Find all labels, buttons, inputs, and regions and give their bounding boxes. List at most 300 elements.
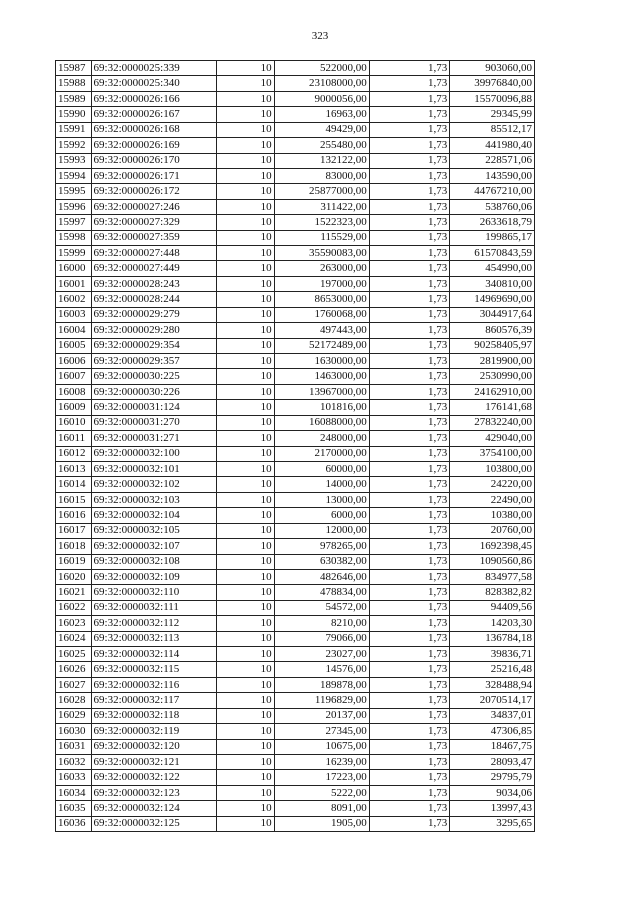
- rate-cell: 10: [217, 91, 275, 106]
- value-cell: 35590083,00: [274, 246, 369, 261]
- row-number-cell: 15991: [56, 122, 92, 137]
- table-body: [56, 61, 535, 832]
- table-row: [56, 523, 535, 538]
- total-cell: 3044917,64: [450, 307, 535, 322]
- value-cell: 497443,00: [274, 323, 369, 338]
- table-row: [56, 230, 535, 245]
- row-number-cell: 16005: [56, 338, 92, 353]
- total-cell: 94409,56: [450, 600, 535, 615]
- total-cell: 9034,06: [450, 785, 535, 800]
- table-row: [56, 708, 535, 723]
- cadastral-number-cell: 69:32:0000029:279: [91, 307, 217, 322]
- table-row: [56, 168, 535, 183]
- value-cell: 16088000,00: [274, 415, 369, 430]
- total-cell: 1692398,45: [450, 539, 535, 554]
- coefficient-cell: 1,73: [369, 708, 450, 723]
- table-row: [56, 369, 535, 384]
- value-cell: 978265,00: [274, 539, 369, 554]
- coefficient-cell: 1,73: [369, 461, 450, 476]
- coefficient-cell: 1,73: [369, 523, 450, 538]
- rate-cell: 10: [217, 569, 275, 584]
- coefficient-cell: 1,73: [369, 91, 450, 106]
- table-row: [56, 76, 535, 91]
- cadastral-number-cell: 69:32:0000032:119: [91, 724, 217, 739]
- total-cell: 328488,94: [450, 677, 535, 692]
- value-cell: 10675,00: [274, 739, 369, 754]
- row-number-cell: 16010: [56, 415, 92, 430]
- value-cell: 1522323,00: [274, 215, 369, 230]
- cadastral-number-cell: 69:32:0000025:339: [91, 61, 217, 76]
- cadastral-number-cell: 69:32:0000026:171: [91, 168, 217, 183]
- table-row: [56, 647, 535, 662]
- row-number-cell: 15990: [56, 107, 92, 122]
- value-cell: 16963,00: [274, 107, 369, 122]
- table-row: [56, 693, 535, 708]
- row-number-cell: 16011: [56, 431, 92, 446]
- row-number-cell: 16002: [56, 292, 92, 307]
- table-row: [56, 539, 535, 554]
- coefficient-cell: 1,73: [369, 647, 450, 662]
- total-cell: 538760,06: [450, 199, 535, 214]
- value-cell: 23027,00: [274, 647, 369, 662]
- row-number-cell: 16016: [56, 508, 92, 523]
- total-cell: 143590,00: [450, 168, 535, 183]
- total-cell: 61570843,59: [450, 246, 535, 261]
- coefficient-cell: 1,73: [369, 554, 450, 569]
- table-row: [56, 461, 535, 476]
- rate-cell: 10: [217, 215, 275, 230]
- value-cell: 6000,00: [274, 508, 369, 523]
- row-number-cell: 16004: [56, 323, 92, 338]
- cadastral-number-cell: 69:32:0000026:170: [91, 153, 217, 168]
- row-number-cell: 15999: [56, 246, 92, 261]
- value-cell: 132122,00: [274, 153, 369, 168]
- value-cell: 23108000,00: [274, 76, 369, 91]
- table-row: [56, 261, 535, 276]
- row-number-cell: 15989: [56, 91, 92, 106]
- coefficient-cell: 1,73: [369, 168, 450, 183]
- total-cell: 176141,68: [450, 400, 535, 415]
- row-number-cell: 16007: [56, 369, 92, 384]
- rate-cell: 10: [217, 292, 275, 307]
- cadastral-number-cell: 69:32:0000029:357: [91, 354, 217, 369]
- rate-cell: 10: [217, 122, 275, 137]
- total-cell: 340810,00: [450, 276, 535, 291]
- coefficient-cell: 1,73: [369, 199, 450, 214]
- row-number-cell: 16029: [56, 708, 92, 723]
- rate-cell: 10: [217, 246, 275, 261]
- table-row: [56, 446, 535, 461]
- table-row: [56, 138, 535, 153]
- row-number-cell: 16027: [56, 677, 92, 692]
- page-number: 323: [311, 30, 329, 42]
- table-row: [56, 384, 535, 399]
- value-cell: 189878,00: [274, 677, 369, 692]
- rate-cell: 10: [217, 677, 275, 692]
- cadastral-number-cell: 69:32:0000026:167: [91, 107, 217, 122]
- cadastral-number-cell: 69:32:0000029:280: [91, 323, 217, 338]
- row-number-cell: 15992: [56, 138, 92, 153]
- cadastral-number-cell: 69:32:0000032:124: [91, 801, 217, 816]
- cadastral-number-cell: 69:32:0000028:243: [91, 276, 217, 291]
- table-row: [56, 801, 535, 816]
- table-row: [56, 770, 535, 785]
- total-cell: 2819900,00: [450, 354, 535, 369]
- cadastral-number-cell: 69:32:0000032:123: [91, 785, 217, 800]
- coefficient-cell: 1,73: [369, 770, 450, 785]
- coefficient-cell: 1,73: [369, 369, 450, 384]
- value-cell: 27345,00: [274, 724, 369, 739]
- row-number-cell: 16025: [56, 647, 92, 662]
- table-row: [56, 323, 535, 338]
- value-cell: 630382,00: [274, 554, 369, 569]
- coefficient-cell: 1,73: [369, 138, 450, 153]
- table-row: [56, 616, 535, 631]
- table-row: [56, 754, 535, 769]
- table-row: [56, 107, 535, 122]
- rate-cell: 10: [217, 770, 275, 785]
- table-row: [56, 677, 535, 692]
- total-cell: 47306,85: [450, 724, 535, 739]
- coefficient-cell: 1,73: [369, 616, 450, 631]
- table-row: [56, 492, 535, 507]
- coefficient-cell: 1,73: [369, 785, 450, 800]
- row-number-cell: 16021: [56, 585, 92, 600]
- cadastral-number-cell: 69:32:0000032:100: [91, 446, 217, 461]
- total-cell: 429040,00: [450, 431, 535, 446]
- coefficient-cell: 1,73: [369, 184, 450, 199]
- cadastral-number-cell: 69:32:0000025:340: [91, 76, 217, 91]
- coefficient-cell: 1,73: [369, 215, 450, 230]
- total-cell: 85512,17: [450, 122, 535, 137]
- total-cell: 25216,48: [450, 662, 535, 677]
- rate-cell: 10: [217, 276, 275, 291]
- cadastral-number-cell: 69:32:0000032:118: [91, 708, 217, 723]
- table-row: [56, 61, 535, 76]
- row-number-cell: 16030: [56, 724, 92, 739]
- row-number-cell: 15998: [56, 230, 92, 245]
- coefficient-cell: 1,73: [369, 754, 450, 769]
- coefficient-cell: 1,73: [369, 492, 450, 507]
- row-number-cell: 16026: [56, 662, 92, 677]
- rate-cell: 10: [217, 492, 275, 507]
- row-number-cell: 15987: [56, 61, 92, 76]
- total-cell: 860576,39: [450, 323, 535, 338]
- coefficient-cell: 1,73: [369, 384, 450, 399]
- table-row: [56, 431, 535, 446]
- rate-cell: 10: [217, 693, 275, 708]
- cadastral-number-cell: 69:32:0000027:329: [91, 215, 217, 230]
- coefficient-cell: 1,73: [369, 354, 450, 369]
- value-cell: 311422,00: [274, 199, 369, 214]
- table-row: [56, 307, 535, 322]
- value-cell: 13967000,00: [274, 384, 369, 399]
- total-cell: 441980,40: [450, 138, 535, 153]
- value-cell: 1196829,00: [274, 693, 369, 708]
- table-row: [56, 292, 535, 307]
- value-cell: 9000056,00: [274, 91, 369, 106]
- row-number-cell: 16015: [56, 492, 92, 507]
- rate-cell: 10: [217, 338, 275, 353]
- row-number-cell: 16018: [56, 539, 92, 554]
- rate-cell: 10: [217, 307, 275, 322]
- cadastral-number-cell: 69:32:0000032:105: [91, 523, 217, 538]
- rate-cell: 10: [217, 539, 275, 554]
- row-number-cell: 16019: [56, 554, 92, 569]
- cadastral-number-cell: 69:32:0000032:102: [91, 477, 217, 492]
- row-number-cell: 16012: [56, 446, 92, 461]
- cadastral-number-cell: 69:32:0000032:107: [91, 539, 217, 554]
- rate-cell: 10: [217, 754, 275, 769]
- total-cell: 828382,82: [450, 585, 535, 600]
- total-cell: 39836,71: [450, 647, 535, 662]
- value-cell: 522000,00: [274, 61, 369, 76]
- coefficient-cell: 1,73: [369, 122, 450, 137]
- rate-cell: 10: [217, 477, 275, 492]
- value-cell: 5222,00: [274, 785, 369, 800]
- value-cell: 115529,00: [274, 230, 369, 245]
- coefficient-cell: 1,73: [369, 292, 450, 307]
- coefficient-cell: 1,73: [369, 662, 450, 677]
- row-number-cell: 16035: [56, 801, 92, 816]
- cadastral-number-cell: 69:32:0000032:116: [91, 677, 217, 692]
- coefficient-cell: 1,73: [369, 153, 450, 168]
- table-row: [56, 739, 535, 754]
- cadastral-number-cell: 69:32:0000028:244: [91, 292, 217, 307]
- total-cell: 22490,00: [450, 492, 535, 507]
- total-cell: 2070514,17: [450, 693, 535, 708]
- rate-cell: 10: [217, 354, 275, 369]
- row-number-cell: 16020: [56, 569, 92, 584]
- rate-cell: 10: [217, 631, 275, 646]
- table-row: [56, 585, 535, 600]
- cadastral-number-cell: 69:32:0000031:271: [91, 431, 217, 446]
- coefficient-cell: 1,73: [369, 600, 450, 615]
- cadastral-number-cell: 69:32:0000026:172: [91, 184, 217, 199]
- coefficient-cell: 1,73: [369, 508, 450, 523]
- total-cell: 454990,00: [450, 261, 535, 276]
- total-cell: 136784,18: [450, 631, 535, 646]
- row-number-cell: 16034: [56, 785, 92, 800]
- value-cell: 14576,00: [274, 662, 369, 677]
- rate-cell: 10: [217, 600, 275, 615]
- rate-cell: 10: [217, 153, 275, 168]
- rate-cell: 10: [217, 554, 275, 569]
- rate-cell: 10: [217, 523, 275, 538]
- coefficient-cell: 1,73: [369, 107, 450, 122]
- coefficient-cell: 1,73: [369, 276, 450, 291]
- row-number-cell: 15995: [56, 184, 92, 199]
- cadastral-number-cell: 69:32:0000032:103: [91, 492, 217, 507]
- total-cell: 14969690,00: [450, 292, 535, 307]
- cadastral-number-cell: 69:32:0000032:121: [91, 754, 217, 769]
- row-number-cell: 16022: [56, 600, 92, 615]
- rate-cell: 10: [217, 508, 275, 523]
- total-cell: 29795,79: [450, 770, 535, 785]
- rate-cell: 10: [217, 801, 275, 816]
- cadastral-number-cell: 69:32:0000026:168: [91, 122, 217, 137]
- row-number-cell: 16013: [56, 461, 92, 476]
- total-cell: 228571,06: [450, 153, 535, 168]
- value-cell: 478834,00: [274, 585, 369, 600]
- table-row: [56, 785, 535, 800]
- cadastral-number-cell: 69:32:0000031:124: [91, 400, 217, 415]
- rate-cell: 10: [217, 616, 275, 631]
- total-cell: 34837,01: [450, 708, 535, 723]
- cadastral-number-cell: 69:32:0000026:169: [91, 138, 217, 153]
- value-cell: 248000,00: [274, 431, 369, 446]
- coefficient-cell: 1,73: [369, 307, 450, 322]
- total-cell: 90258405,97: [450, 338, 535, 353]
- total-cell: 15570096,88: [450, 91, 535, 106]
- cadastral-number-cell: 69:32:0000032:122: [91, 770, 217, 785]
- row-number-cell: 16036: [56, 816, 92, 831]
- cadastral-number-cell: 69:32:0000026:166: [91, 91, 217, 106]
- table-row: [56, 554, 535, 569]
- rate-cell: 10: [217, 785, 275, 800]
- table-row: [56, 477, 535, 492]
- total-cell: 1090560,86: [450, 554, 535, 569]
- row-number-cell: 15994: [56, 168, 92, 183]
- table-row: [56, 215, 535, 230]
- row-number-cell: 16006: [56, 354, 92, 369]
- row-number-cell: 16028: [56, 693, 92, 708]
- coefficient-cell: 1,73: [369, 816, 450, 831]
- coefficient-cell: 1,73: [369, 801, 450, 816]
- rate-cell: 10: [217, 431, 275, 446]
- total-cell: 199865,17: [450, 230, 535, 245]
- cadastral-number-cell: 69:32:0000032:101: [91, 461, 217, 476]
- row-number-cell: 16000: [56, 261, 92, 276]
- row-number-cell: 16024: [56, 631, 92, 646]
- row-number-cell: 15988: [56, 76, 92, 91]
- value-cell: 52172489,00: [274, 338, 369, 353]
- total-cell: 44767210,00: [450, 184, 535, 199]
- table-row: [56, 276, 535, 291]
- total-cell: 10380,00: [450, 508, 535, 523]
- row-number-cell: 15996: [56, 199, 92, 214]
- rate-cell: 10: [217, 384, 275, 399]
- table-row: [56, 631, 535, 646]
- total-cell: 28093,47: [450, 754, 535, 769]
- rate-cell: 10: [217, 323, 275, 338]
- rate-cell: 10: [217, 138, 275, 153]
- value-cell: 25877000,00: [274, 184, 369, 199]
- rate-cell: 10: [217, 400, 275, 415]
- coefficient-cell: 1,73: [369, 338, 450, 353]
- cadastral-number-cell: 69:32:0000027:448: [91, 246, 217, 261]
- cadastral-number-cell: 69:32:0000032:104: [91, 508, 217, 523]
- value-cell: 1630000,00: [274, 354, 369, 369]
- value-cell: 8653000,00: [274, 292, 369, 307]
- cadastral-number-cell: 69:32:0000032:108: [91, 554, 217, 569]
- total-cell: 834977,58: [450, 569, 535, 584]
- coefficient-cell: 1,73: [369, 585, 450, 600]
- coefficient-cell: 1,73: [369, 230, 450, 245]
- rate-cell: 10: [217, 724, 275, 739]
- cadastral-number-cell: 69:32:0000032:117: [91, 693, 217, 708]
- value-cell: 8091,00: [274, 801, 369, 816]
- coefficient-cell: 1,73: [369, 539, 450, 554]
- total-cell: 18467,75: [450, 739, 535, 754]
- rate-cell: 10: [217, 647, 275, 662]
- row-number-cell: 16008: [56, 384, 92, 399]
- rate-cell: 10: [217, 708, 275, 723]
- cadastral-number-cell: 69:32:0000032:111: [91, 600, 217, 615]
- row-number-cell: 16017: [56, 523, 92, 538]
- cadastral-number-cell: 69:32:0000027:449: [91, 261, 217, 276]
- row-number-cell: 16033: [56, 770, 92, 785]
- rate-cell: 10: [217, 415, 275, 430]
- rate-cell: 10: [217, 662, 275, 677]
- coefficient-cell: 1,73: [369, 569, 450, 584]
- rate-cell: 10: [217, 184, 275, 199]
- coefficient-cell: 1,73: [369, 415, 450, 430]
- row-number-cell: 15997: [56, 215, 92, 230]
- value-cell: 20137,00: [274, 708, 369, 723]
- total-cell: 27832240,00: [450, 415, 535, 430]
- rate-cell: 10: [217, 61, 275, 76]
- row-number-cell: 16001: [56, 276, 92, 291]
- total-cell: 39976840,00: [450, 76, 535, 91]
- cadastral-number-cell: 69:32:0000031:270: [91, 415, 217, 430]
- value-cell: 49429,00: [274, 122, 369, 137]
- table-row: [56, 338, 535, 353]
- coefficient-cell: 1,73: [369, 76, 450, 91]
- rate-cell: 10: [217, 369, 275, 384]
- total-cell: 903060,00: [450, 61, 535, 76]
- table-row: [56, 354, 535, 369]
- value-cell: 1905,00: [274, 816, 369, 831]
- cadastral-number-cell: 69:32:0000032:114: [91, 647, 217, 662]
- table-row: [56, 184, 535, 199]
- rate-cell: 10: [217, 230, 275, 245]
- total-cell: 29345,99: [450, 107, 535, 122]
- value-cell: 83000,00: [274, 168, 369, 183]
- value-cell: 197000,00: [274, 276, 369, 291]
- cadastral-value-table: [55, 60, 535, 832]
- total-cell: 14203,30: [450, 616, 535, 631]
- value-cell: 1463000,00: [274, 369, 369, 384]
- total-cell: 20760,00: [450, 523, 535, 538]
- row-number-cell: 15993: [56, 153, 92, 168]
- table-row: [56, 122, 535, 137]
- total-cell: 103800,00: [450, 461, 535, 476]
- table-row: [56, 569, 535, 584]
- value-cell: 16239,00: [274, 754, 369, 769]
- value-cell: 14000,00: [274, 477, 369, 492]
- table-row: [56, 91, 535, 106]
- cadastral-number-cell: 69:32:0000032:120: [91, 739, 217, 754]
- table-row: [56, 153, 535, 168]
- table-row: [56, 400, 535, 415]
- cadastral-number-cell: 69:32:0000032:115: [91, 662, 217, 677]
- table-row: [56, 199, 535, 214]
- value-cell: 60000,00: [274, 461, 369, 476]
- table-row: [56, 662, 535, 677]
- total-cell: 13997,43: [450, 801, 535, 816]
- row-number-cell: 16032: [56, 754, 92, 769]
- rate-cell: 10: [217, 168, 275, 183]
- value-cell: 2170000,00: [274, 446, 369, 461]
- value-cell: 263000,00: [274, 261, 369, 276]
- coefficient-cell: 1,73: [369, 246, 450, 261]
- value-cell: 17223,00: [274, 770, 369, 785]
- row-number-cell: 16009: [56, 400, 92, 415]
- rate-cell: 10: [217, 446, 275, 461]
- cadastral-number-cell: 69:32:0000032:112: [91, 616, 217, 631]
- value-cell: 79066,00: [274, 631, 369, 646]
